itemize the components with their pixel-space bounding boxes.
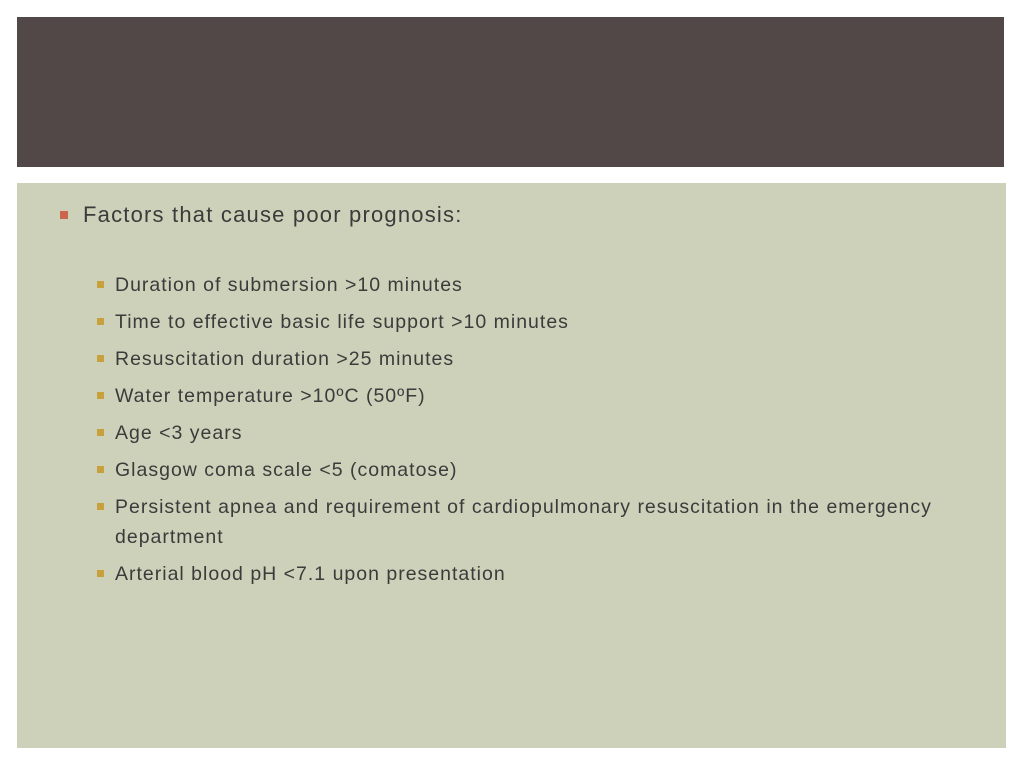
square-bullet-icon [97,281,104,288]
sub-bullet-text: Resuscitation duration >25 minutes [115,348,455,370]
square-bullet-icon [97,392,104,399]
square-bullet-icon [60,211,68,219]
square-bullet-icon [97,355,104,362]
title-band [17,17,1004,167]
sub-bullet-text: Persistent apnea and requirement of cardiopulmonary resuscitation in the emergency department [115,496,932,548]
sub-bullet-text: Glasgow coma scale <5 (comatose) [115,459,458,481]
sub-bullet-text: Arterial blood pH <7.1 upon presentation [115,563,506,585]
square-bullet-icon [97,503,104,510]
sub-bullet-item [97,344,947,374]
sub-bullet-text: Water temperature >10ºC (50ºF) [115,385,426,407]
main-bullet-text: Factors that cause poor prognosis: [83,202,463,227]
sub-bullet-item [97,559,947,589]
sub-bullet-item [97,270,947,300]
sub-bullet-item [97,307,947,337]
sub-bullet-list [60,270,960,589]
sub-bullet-item [97,418,947,448]
sub-bullet-text: Age <3 years [115,422,243,444]
sub-bullet-item [97,381,947,411]
main-bullet-point [60,200,960,230]
square-bullet-icon [97,570,104,577]
sub-bullet-text: Duration of submersion >10 minutes [115,274,463,296]
sub-bullet-text: Time to effective basic life support >10 minutes [115,311,569,333]
sub-bullet-item [97,492,947,552]
square-bullet-icon [97,466,104,473]
sub-bullet-item [97,455,947,485]
content-body [60,200,960,596]
square-bullet-icon [97,429,104,436]
square-bullet-icon [97,318,104,325]
